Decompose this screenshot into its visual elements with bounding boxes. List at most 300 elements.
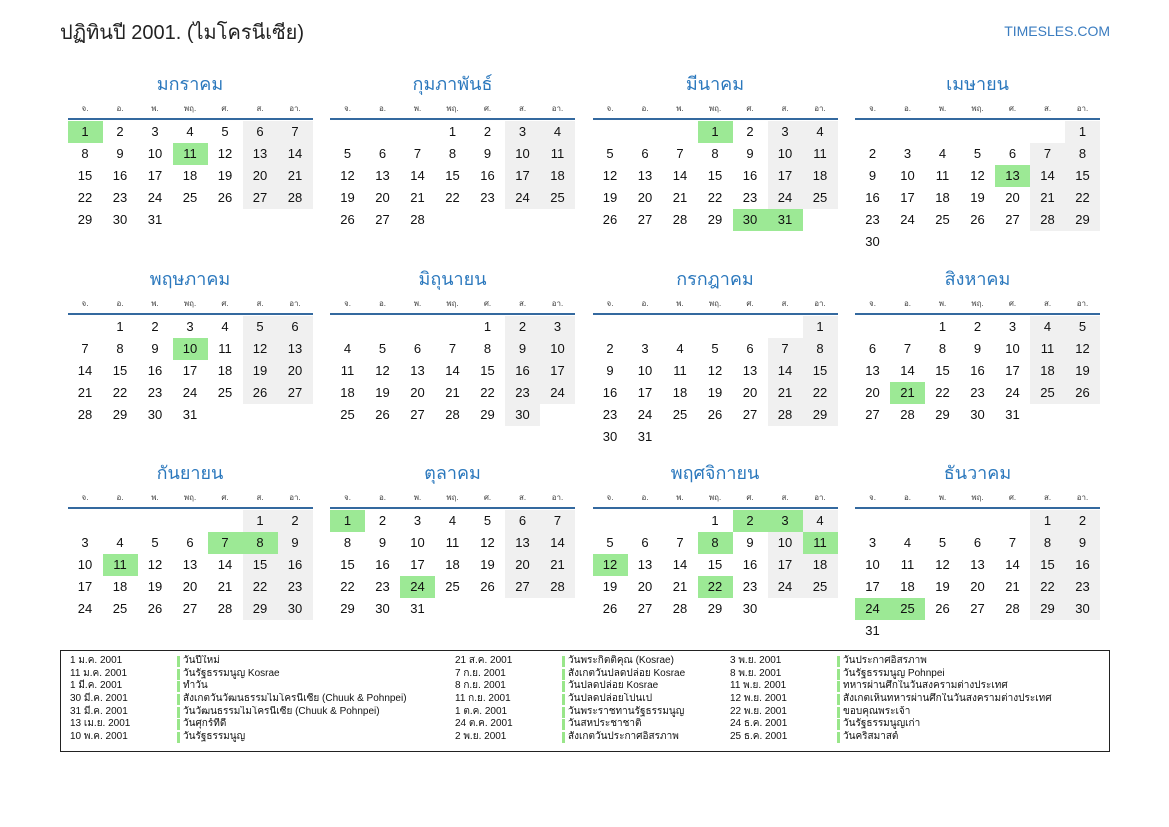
weekday-label: พฤ. bbox=[183, 299, 197, 308]
empty-cell bbox=[278, 404, 313, 426]
empty-cell bbox=[628, 121, 663, 143]
day-cell: 20 bbox=[410, 385, 425, 400]
week-row bbox=[855, 187, 1100, 209]
weekend-day-cell: 25 bbox=[540, 187, 575, 209]
holiday-row bbox=[730, 668, 1098, 681]
holiday-day-cell: 31 bbox=[768, 209, 803, 231]
week-row bbox=[68, 404, 313, 426]
weekday-label: พฤ. bbox=[446, 104, 459, 113]
day-cell: 11 bbox=[900, 557, 915, 572]
weekday-label: จ. bbox=[81, 104, 89, 113]
holiday-date: 1 ม.ค. 2001 bbox=[70, 655, 123, 666]
day-cell: 1 bbox=[938, 319, 947, 334]
holiday-column bbox=[455, 655, 726, 745]
weekday-label: อา. bbox=[551, 104, 564, 113]
weekend-day-cell: 30 bbox=[1065, 598, 1100, 620]
weekend-day-cell: 27 bbox=[243, 187, 278, 209]
week-row bbox=[330, 360, 575, 382]
weekday-label: ส. bbox=[781, 104, 789, 113]
week-row bbox=[68, 554, 313, 576]
weekend-day-cell: 29 bbox=[1030, 598, 1065, 620]
empty-cell bbox=[470, 598, 505, 620]
day-grid bbox=[330, 121, 575, 231]
weekday-label: พ. bbox=[413, 104, 422, 113]
day-cell: 8 bbox=[343, 535, 352, 550]
day-cell: 25 bbox=[217, 385, 233, 400]
day-cell: 4 bbox=[221, 319, 229, 334]
empty-cell bbox=[768, 316, 803, 338]
holiday-date: 11 ก.ย. 2001 bbox=[455, 693, 511, 705]
day-cell: 21 bbox=[217, 579, 233, 594]
day-cell: 29 bbox=[707, 601, 723, 616]
month-8 bbox=[855, 267, 1100, 449]
weekday-label: พฤ. bbox=[708, 104, 722, 113]
day-cell: 23 bbox=[602, 407, 618, 422]
holiday-marker bbox=[837, 656, 840, 667]
day-cell: 24 bbox=[900, 212, 915, 227]
day-cell: 26 bbox=[970, 212, 985, 227]
day-cell: 9 bbox=[868, 168, 877, 183]
weekend-day-cell: 1 bbox=[243, 510, 278, 532]
day-cell: 29 bbox=[77, 212, 93, 227]
day-cell: 19 bbox=[340, 190, 355, 205]
day-cell: 21 bbox=[1005, 579, 1020, 594]
holiday-name: วันวัฒนธรรมไมโครนีเซีย (Chuuk & Pohnpei) bbox=[183, 705, 380, 717]
week-row bbox=[593, 598, 838, 620]
day-cell: 7 bbox=[81, 341, 89, 356]
holiday-date: 12 พ.ย. 2001 bbox=[730, 693, 787, 705]
holiday-list bbox=[60, 650, 1110, 752]
day-cell: 5 bbox=[221, 124, 229, 139]
day-cell: 17 bbox=[637, 385, 653, 400]
holiday-name: สังเกตวันปลดปล่อย Kosrae bbox=[568, 667, 686, 679]
header-rule bbox=[593, 313, 838, 315]
empty-cell bbox=[960, 510, 995, 532]
holiday-row bbox=[730, 706, 1098, 719]
weekend-day-cell: 15 bbox=[243, 554, 278, 576]
week-row bbox=[68, 382, 313, 404]
day-cell: 8 bbox=[448, 146, 457, 161]
weekend-day-cell: 29 bbox=[1065, 209, 1100, 231]
day-cell: 27 bbox=[637, 212, 653, 227]
empty-cell bbox=[435, 209, 470, 231]
weekday-header bbox=[330, 103, 575, 115]
holiday-name: วันพระราชทานรัฐธรรมนูญ bbox=[568, 705, 685, 717]
holiday-marker bbox=[177, 681, 180, 692]
day-cell: 17 bbox=[900, 190, 915, 205]
empty-cell bbox=[925, 231, 960, 253]
day-cell: 28 bbox=[1005, 601, 1020, 616]
weekend-day-cell: 14 bbox=[278, 143, 313, 165]
day-cell: 16 bbox=[742, 557, 758, 572]
week-row bbox=[68, 209, 313, 231]
holiday-marker bbox=[177, 656, 180, 667]
weekday-label: พฤ. bbox=[971, 104, 984, 113]
day-cell: 27 bbox=[410, 407, 425, 422]
holiday-marker bbox=[837, 719, 840, 730]
empty-cell bbox=[138, 510, 173, 532]
weekend-day-cell: 2 bbox=[1065, 510, 1100, 532]
day-cell: 12 bbox=[935, 557, 950, 572]
empty-cell bbox=[1030, 404, 1065, 426]
weekend-day-cell: 4 bbox=[803, 510, 838, 532]
month-title: มกราคม bbox=[156, 74, 224, 94]
weekday-label: ส. bbox=[781, 493, 789, 502]
day-cell: 11 bbox=[673, 363, 687, 378]
holiday-row bbox=[70, 668, 445, 681]
weekend-day-cell: 8 bbox=[803, 338, 838, 360]
day-cell: 25 bbox=[445, 579, 460, 594]
day-cell: 11 bbox=[218, 341, 232, 356]
day-cell: 5 bbox=[606, 535, 614, 550]
weekend-day-cell: 21 bbox=[278, 165, 313, 187]
empty-cell bbox=[768, 426, 803, 448]
week-row bbox=[855, 143, 1100, 165]
holiday-day-cell: 1 bbox=[330, 510, 365, 532]
day-cell: 8 bbox=[938, 341, 947, 356]
weekend-day-cell: 21 bbox=[1030, 187, 1065, 209]
day-cell: 15 bbox=[445, 168, 460, 183]
day-cell: 14 bbox=[217, 557, 233, 572]
empty-cell bbox=[330, 316, 365, 338]
day-cell: 15 bbox=[480, 363, 495, 378]
holiday-row bbox=[70, 718, 445, 731]
empty-cell bbox=[960, 231, 995, 253]
day-cell: 17 bbox=[147, 168, 163, 183]
day-cell: 3 bbox=[641, 341, 649, 356]
weekday-label: ส. bbox=[256, 104, 264, 113]
weekend-day-cell: 7 bbox=[1030, 143, 1065, 165]
holiday-name: วันปีใหม่ bbox=[183, 655, 220, 666]
day-cell: 2 bbox=[606, 341, 614, 356]
day-cell: 9 bbox=[483, 146, 492, 161]
day-cell: 13 bbox=[742, 363, 758, 378]
holiday-day-cell: 11 bbox=[803, 532, 838, 554]
week-row bbox=[593, 382, 838, 404]
day-cell: 21 bbox=[672, 579, 688, 594]
day-cell: 22 bbox=[935, 385, 950, 400]
weekday-label: พ. bbox=[676, 299, 684, 308]
weekend-day-cell: 24 bbox=[768, 187, 803, 209]
weekday-label: ส. bbox=[256, 299, 264, 308]
day-cell: 14 bbox=[445, 363, 460, 378]
holiday-marker bbox=[837, 732, 840, 743]
empty-cell bbox=[593, 316, 628, 338]
empty-cell bbox=[505, 209, 540, 231]
week-row bbox=[855, 121, 1100, 143]
month-title: เมษายน bbox=[946, 74, 1009, 94]
weekend-day-cell: 24 bbox=[505, 187, 540, 209]
day-cell: 28 bbox=[445, 407, 460, 422]
weekday-header bbox=[593, 492, 838, 504]
weekend-day-cell: 23 bbox=[505, 382, 540, 404]
empty-cell bbox=[470, 209, 505, 231]
weekend-day-cell: 6 bbox=[278, 316, 313, 338]
day-cell: 31 bbox=[147, 212, 163, 227]
header-rule bbox=[330, 313, 575, 315]
day-cell: 23 bbox=[742, 579, 758, 594]
day-cell: 15 bbox=[340, 557, 355, 572]
day-cell: 14 bbox=[900, 363, 915, 378]
day-cell: 21 bbox=[672, 190, 688, 205]
empty-cell bbox=[663, 510, 698, 532]
day-cell: 10 bbox=[410, 535, 425, 550]
week-row bbox=[68, 121, 313, 143]
week-row bbox=[330, 338, 575, 360]
day-cell: 13 bbox=[375, 168, 390, 183]
weekend-day-cell: 10 bbox=[768, 143, 803, 165]
month-7 bbox=[593, 267, 838, 449]
weekday-label: อ. bbox=[903, 104, 912, 113]
day-cell: 16 bbox=[970, 363, 985, 378]
day-cell: 12 bbox=[707, 363, 723, 378]
day-cell: 20 bbox=[182, 579, 198, 594]
weekday-label: อ. bbox=[641, 493, 649, 502]
day-cell: 5 bbox=[343, 146, 352, 161]
day-cell: 12 bbox=[602, 168, 618, 183]
empty-cell bbox=[1030, 231, 1065, 253]
week-row bbox=[593, 165, 838, 187]
weekend-day-cell: 24 bbox=[540, 382, 575, 404]
day-cell: 26 bbox=[217, 190, 233, 205]
day-cell: 7 bbox=[413, 146, 422, 161]
weekday-label: ส. bbox=[1043, 104, 1052, 113]
header-rule bbox=[68, 507, 313, 509]
weekday-header bbox=[68, 298, 313, 310]
weekday-label: ศ. bbox=[746, 493, 754, 502]
weekend-day-cell: 26 bbox=[1065, 382, 1100, 404]
weekend-day-cell: 21 bbox=[768, 382, 803, 404]
day-cell: 2 bbox=[483, 124, 492, 139]
day-cell: 5 bbox=[151, 535, 159, 550]
day-cell: 30 bbox=[970, 407, 985, 422]
day-cell: 25 bbox=[340, 407, 355, 422]
day-cell: 10 bbox=[77, 557, 93, 572]
holiday-row bbox=[455, 731, 726, 744]
day-cell: 4 bbox=[938, 146, 947, 161]
day-cell: 1 bbox=[448, 124, 457, 139]
weekend-day-cell: 27 bbox=[505, 576, 540, 598]
day-cell: 12 bbox=[375, 363, 390, 378]
day-cell: 10 bbox=[1005, 341, 1020, 356]
week-row bbox=[855, 316, 1100, 338]
weekday-label: ส. bbox=[1043, 493, 1052, 502]
header-rule bbox=[593, 118, 838, 120]
weekend-day-cell: 6 bbox=[243, 121, 278, 143]
holiday-marker bbox=[177, 669, 180, 680]
day-cell: 29 bbox=[340, 601, 355, 616]
week-row bbox=[593, 316, 838, 338]
holiday-row bbox=[455, 706, 726, 719]
weekend-day-cell: 13 bbox=[505, 532, 540, 554]
weekend-day-cell: 2 bbox=[505, 316, 540, 338]
week-row bbox=[593, 338, 838, 360]
weekday-label: อ. bbox=[378, 299, 387, 308]
weekday-header bbox=[593, 103, 838, 115]
holiday-name: วันรัฐธรรมนูญ bbox=[183, 731, 246, 743]
day-cell: 21 bbox=[410, 190, 425, 205]
header-rule bbox=[330, 507, 575, 509]
week-row bbox=[593, 554, 838, 576]
day-cell: 30 bbox=[742, 601, 758, 616]
empty-cell bbox=[855, 121, 890, 143]
holiday-date: 22 พ.ย. 2001 bbox=[730, 705, 787, 717]
empty-cell bbox=[1065, 231, 1100, 253]
holiday-name: วันประกาศอิสรภาพ bbox=[843, 655, 927, 666]
day-cell: 28 bbox=[217, 601, 233, 616]
empty-cell bbox=[803, 426, 838, 448]
weekend-day-cell: 28 bbox=[768, 404, 803, 426]
weekday-label: ศ. bbox=[221, 493, 229, 502]
day-cell: 31 bbox=[865, 623, 880, 638]
day-cell: 4 bbox=[343, 341, 352, 356]
weekday-label: ศ. bbox=[1008, 104, 1017, 113]
holiday-day-cell: 13 bbox=[995, 165, 1030, 187]
day-cell: 19 bbox=[707, 385, 723, 400]
day-cell: 12 bbox=[217, 146, 233, 161]
holiday-day-cell: 8 bbox=[243, 532, 278, 554]
weekend-day-cell: 19 bbox=[1065, 360, 1100, 382]
holiday-row bbox=[455, 680, 726, 693]
holiday-row bbox=[70, 693, 445, 706]
day-cell: 9 bbox=[973, 341, 982, 356]
holiday-row bbox=[70, 706, 445, 719]
empty-cell bbox=[628, 316, 663, 338]
weekday-label: อ. bbox=[116, 104, 124, 113]
day-cell: 12 bbox=[340, 168, 355, 183]
day-cell: 23 bbox=[112, 190, 128, 205]
empty-cell bbox=[243, 209, 278, 231]
header-rule bbox=[330, 118, 575, 120]
day-cell: 1 bbox=[711, 513, 719, 528]
empty-cell bbox=[400, 316, 435, 338]
week-row bbox=[330, 576, 575, 598]
day-cell: 12 bbox=[970, 168, 985, 183]
day-cell: 5 bbox=[973, 146, 982, 161]
day-cell: 19 bbox=[602, 190, 618, 205]
week-row bbox=[855, 404, 1100, 426]
holiday-marker bbox=[837, 707, 840, 718]
day-cell: 13 bbox=[637, 168, 653, 183]
weekend-day-cell: 7 bbox=[540, 510, 575, 532]
weekday-label: อ. bbox=[903, 299, 912, 308]
week-row bbox=[68, 532, 313, 554]
day-cell: 3 bbox=[151, 124, 159, 139]
day-cell: 26 bbox=[480, 579, 495, 594]
holiday-row bbox=[730, 731, 1098, 744]
empty-cell bbox=[925, 121, 960, 143]
holiday-day-cell: 30 bbox=[733, 209, 768, 231]
holiday-day-cell: 1 bbox=[68, 121, 103, 143]
weekday-label: อ. bbox=[641, 299, 649, 308]
holiday-row bbox=[455, 693, 726, 706]
weekday-label: ส. bbox=[518, 493, 527, 502]
week-row bbox=[855, 231, 1100, 253]
page-title: ปฏิทินปี 2001. (ไมโครนีเซีย) bbox=[60, 22, 305, 44]
holiday-row bbox=[730, 693, 1098, 706]
day-cell: 23 bbox=[970, 385, 985, 400]
day-cell: 28 bbox=[672, 601, 688, 616]
weekend-day-cell: 13 bbox=[243, 143, 278, 165]
weekday-label: พฤ. bbox=[971, 299, 984, 308]
empty-cell bbox=[365, 316, 400, 338]
day-cell: 9 bbox=[116, 146, 124, 161]
weekend-day-cell: 15 bbox=[1065, 165, 1100, 187]
holiday-date: 7 ก.ย. 2001 bbox=[455, 667, 506, 679]
weekday-label: จ. bbox=[344, 493, 351, 502]
empty-cell bbox=[540, 598, 575, 620]
day-cell: 23 bbox=[480, 190, 495, 205]
day-cell: 20 bbox=[637, 190, 653, 205]
holiday-row bbox=[455, 668, 726, 681]
week-row bbox=[855, 382, 1100, 404]
site-link[interactable]: TIMESLES.COM bbox=[1004, 23, 1110, 39]
weekend-day-cell: 7 bbox=[278, 121, 313, 143]
day-cell: 14 bbox=[672, 168, 688, 183]
week-row bbox=[855, 338, 1100, 360]
day-cell: 15 bbox=[707, 557, 723, 572]
day-cell: 5 bbox=[378, 341, 387, 356]
holiday-name: ขอบคุณพระเจ้า bbox=[843, 705, 911, 717]
holiday-day-cell: 7 bbox=[208, 532, 243, 554]
day-grid bbox=[330, 316, 575, 426]
day-cell: 25 bbox=[112, 601, 128, 616]
weekday-label: พ. bbox=[676, 104, 684, 113]
month-9 bbox=[68, 461, 313, 643]
weekday-label: พฤ. bbox=[708, 299, 722, 308]
empty-cell bbox=[925, 510, 960, 532]
holiday-marker bbox=[562, 681, 565, 692]
weekend-day-cell: 8 bbox=[1030, 532, 1065, 554]
weekend-day-cell: 1 bbox=[1065, 121, 1100, 143]
weekend-day-cell: 3 bbox=[505, 121, 540, 143]
day-cell: 19 bbox=[217, 168, 233, 183]
weekday-label: ศ. bbox=[483, 493, 492, 502]
weekday-label: อา. bbox=[1076, 493, 1089, 502]
day-grid bbox=[330, 510, 575, 620]
holiday-day-cell: 11 bbox=[173, 143, 208, 165]
week-row bbox=[330, 209, 575, 231]
weekday-label: จ. bbox=[869, 104, 876, 113]
weekend-day-cell: 11 bbox=[803, 143, 838, 165]
weekday-label: จ. bbox=[344, 299, 351, 308]
day-cell: 11 bbox=[935, 168, 950, 183]
weekday-label: พ. bbox=[413, 299, 422, 308]
weekday-header bbox=[855, 103, 1100, 115]
empty-cell bbox=[733, 426, 768, 448]
day-cell: 31 bbox=[637, 429, 653, 444]
weekday-label: อา. bbox=[551, 493, 564, 502]
empty-cell bbox=[663, 426, 698, 448]
day-cell: 15 bbox=[935, 363, 950, 378]
weekend-day-cell: 5 bbox=[243, 316, 278, 338]
day-cell: 3 bbox=[413, 513, 422, 528]
week-row bbox=[330, 510, 575, 532]
weekend-day-cell: 27 bbox=[278, 382, 313, 404]
day-cell: 26 bbox=[602, 212, 618, 227]
holiday-name: วันรัฐธรรมนูญเก่า bbox=[843, 718, 921, 730]
day-cell: 13 bbox=[410, 363, 425, 378]
month-3 bbox=[593, 72, 838, 254]
week-row bbox=[855, 532, 1100, 554]
empty-cell bbox=[243, 404, 278, 426]
holiday-name: วันสหประชาชาติ bbox=[568, 718, 642, 730]
empty-cell bbox=[890, 121, 925, 143]
day-cell: 19 bbox=[480, 557, 495, 572]
day-cell: 27 bbox=[637, 601, 653, 616]
holiday-column bbox=[730, 655, 1098, 745]
week-row bbox=[855, 576, 1100, 598]
